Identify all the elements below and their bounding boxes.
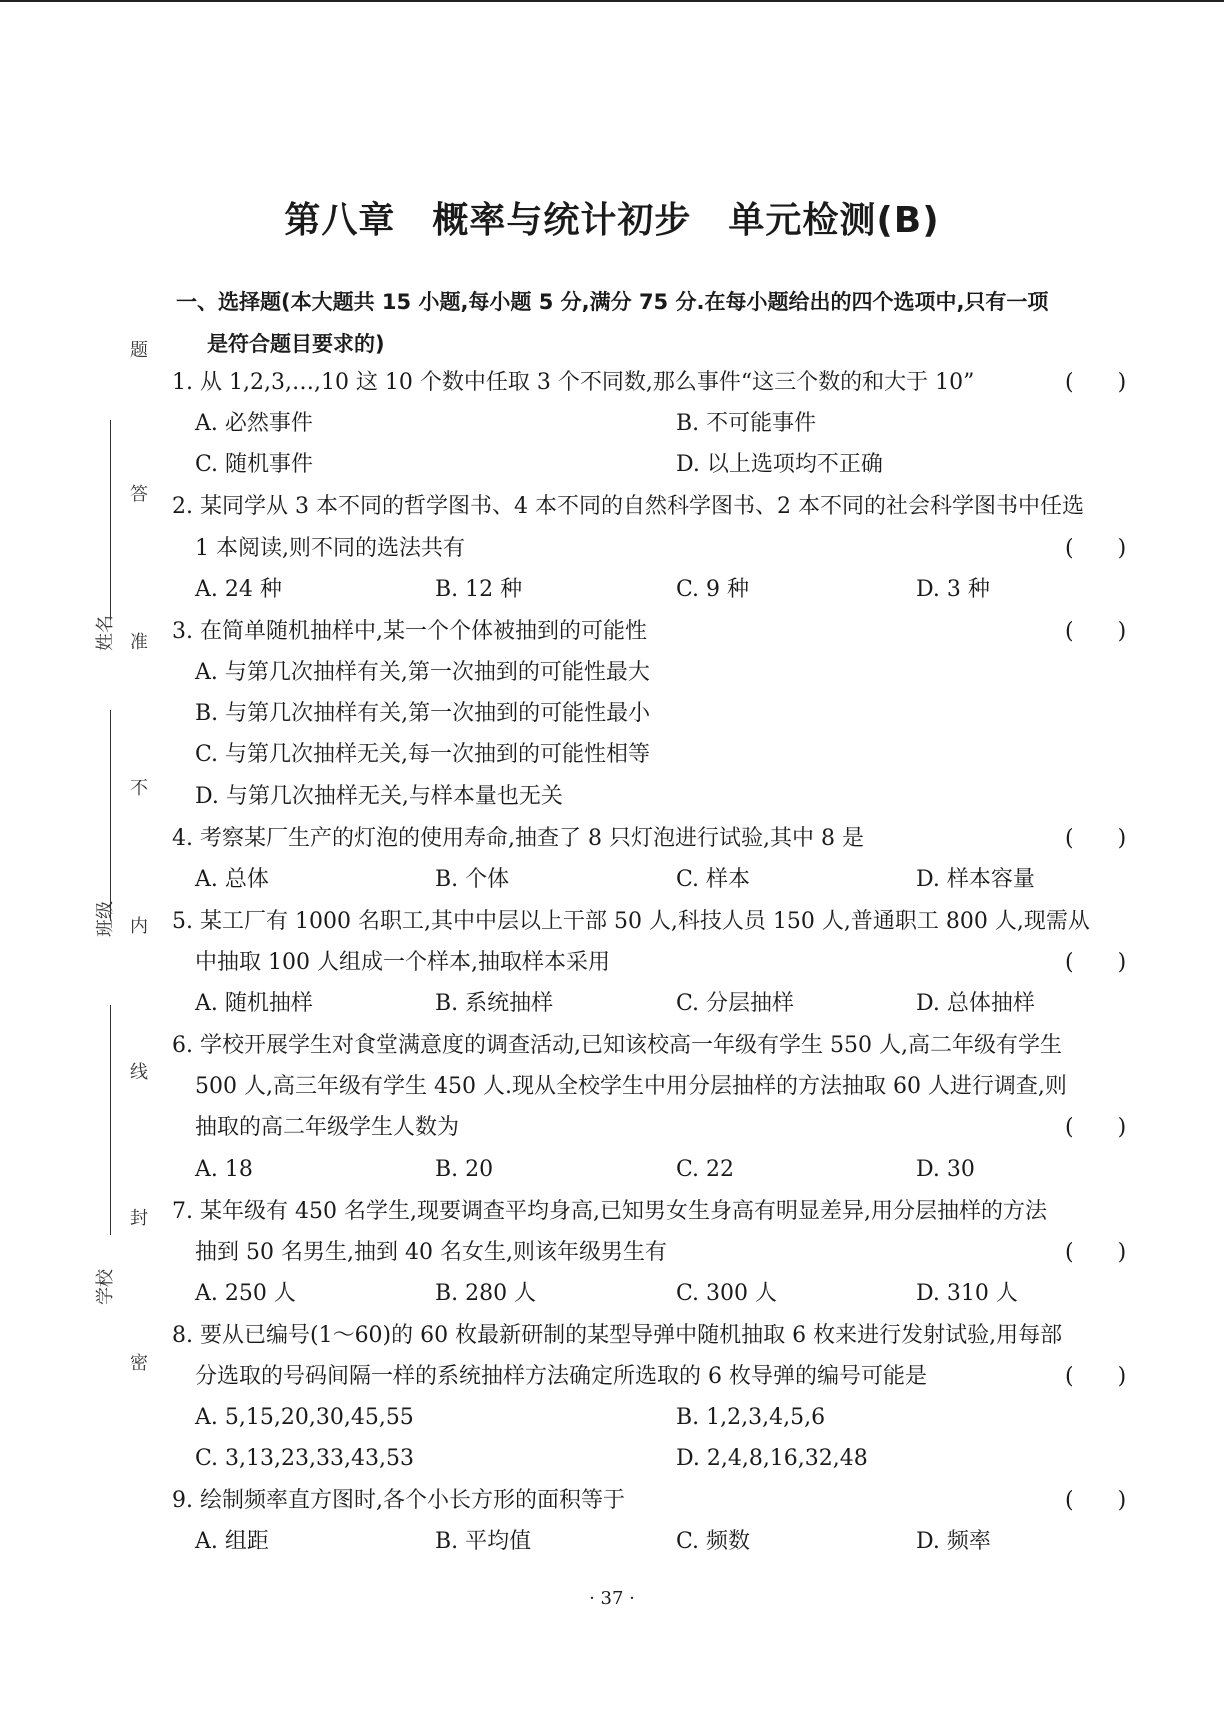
option: C. 3,13,23,33,43,53 <box>195 1446 414 1471</box>
option: A. 与第几次抽样有关,第一次抽到的可能性最大 <box>195 660 650 685</box>
option: C. 随机事件 <box>195 452 314 477</box>
option: D. 3 种 <box>916 577 990 602</box>
seal-char: 内 <box>127 916 148 934</box>
seal-char: 不 <box>127 778 148 796</box>
option: D. 频率 <box>916 1529 991 1554</box>
option: A. 18 <box>195 1157 253 1182</box>
answer-bracket[interactable]: ( ) <box>1065 1115 1127 1140</box>
option: C. 频数 <box>676 1529 751 1554</box>
option: C. 22 <box>676 1157 735 1182</box>
margin-line <box>110 710 111 920</box>
page-title: 第八章 概率与统计初步 单元检测(B) <box>284 200 940 241</box>
question-stem: 1 本阅读,则不同的选法共有 <box>195 536 465 561</box>
margin-line <box>110 1005 111 1235</box>
question-stem: 1. 从 1,2,3,…,10 这 10 个数中任取 3 个不同数,那么事件“这三个数的和大于 10” <box>172 370 975 395</box>
option: C. 分层抽样 <box>676 991 795 1016</box>
name-label: 姓名 <box>95 615 116 651</box>
question-stem: 抽取的高二年级学生人数为 <box>195 1115 460 1140</box>
seal-char: 答 <box>127 484 148 502</box>
option: B. 系统抽样 <box>435 991 554 1016</box>
seal-char: 准 <box>127 632 148 650</box>
seal-char: 线 <box>127 1062 148 1080</box>
option: B. 平均值 <box>435 1529 532 1554</box>
option: B. 1,2,3,4,5,6 <box>676 1405 826 1430</box>
option: A. 24 种 <box>195 577 282 602</box>
question-stem: 6. 学校开展学生对食堂满意度的调查活动,已知该校高一年级有学生 550 人,高二年级有学生 <box>172 1033 1062 1058</box>
option: B. 不可能事件 <box>676 411 817 436</box>
option: D. 30 <box>916 1157 975 1182</box>
option: C. 9 种 <box>676 577 750 602</box>
question-stem: 8. 要从已编号(1～60)的 60 枚最新研制的某型导弹中随机抽取 6 枚来进行发射试验,用每部 <box>172 1323 1063 1348</box>
answer-bracket[interactable]: ( ) <box>1065 826 1127 851</box>
question-stem: 4. 考察某厂生产的灯泡的使用寿命,抽查了 8 只灯泡进行试验,其中 8 是 <box>172 826 864 851</box>
option: D. 310 人 <box>916 1281 1018 1306</box>
top-border <box>0 0 1224 2</box>
option: A. 随机抽样 <box>195 991 313 1016</box>
option: B. 与第几次抽样有关,第一次抽到的可能性最小 <box>195 701 651 726</box>
question-stem: 3. 在简单随机抽样中,某一个个体被抽到的可能性 <box>172 619 647 644</box>
question-stem: 2. 某同学从 3 本不同的哲学图书、4 本不同的自然科学图书、2 本不同的社会科学图书中任选 <box>172 494 1084 519</box>
option: D. 样本容量 <box>916 867 1035 892</box>
question-stem: 7. 某年级有 450 名学生,现要调查平均身高,已知男女生身高有明显差异,用分层抽样的方法 <box>172 1199 1047 1224</box>
option: D. 2,4,8,16,32,48 <box>676 1446 868 1471</box>
option: A. 250 人 <box>195 1281 296 1306</box>
option: C. 样本 <box>676 867 751 892</box>
option: B. 280 人 <box>435 1281 537 1306</box>
question-stem: 分选取的号码间隔一样的系统抽样方法确定所选取的 6 枚导弹的编号可能是 <box>195 1364 927 1389</box>
seal-char: 题 <box>127 340 148 358</box>
option: B. 个体 <box>435 867 510 892</box>
section-heading-cont: 是符合题目要求的) <box>207 332 385 356</box>
option: C. 300 人 <box>676 1281 778 1306</box>
answer-bracket[interactable]: ( ) <box>1065 950 1127 975</box>
option: D. 与第几次抽样无关,与样本量也无关 <box>195 784 563 809</box>
page-number: · 37 · <box>589 1588 635 1609</box>
question-stem: 500 人,高三年级有学生 450 人.现从全校学生中用分层抽样的方法抽取 60 人进行调查,则 <box>195 1074 1067 1099</box>
option: A. 总体 <box>195 867 269 892</box>
option: A. 5,15,20,30,45,55 <box>195 1405 414 1430</box>
answer-bracket[interactable]: ( ) <box>1065 536 1127 561</box>
answer-bracket[interactable]: ( ) <box>1065 1364 1127 1389</box>
school-label: 学校 <box>95 1269 116 1305</box>
answer-bracket[interactable]: ( ) <box>1065 1488 1127 1513</box>
question-stem: 中抽取 100 人组成一个样本,抽取样本采用 <box>195 950 610 975</box>
question-stem: 9. 绘制频率直方图时,各个小长方形的面积等于 <box>172 1488 625 1513</box>
option: A. 必然事件 <box>195 411 313 436</box>
option: D. 总体抽样 <box>916 991 1035 1016</box>
option: C. 与第几次抽样无关,每一次抽到的可能性相等 <box>195 742 651 767</box>
question-stem: 抽到 50 名男生,抽到 40 名女生,则该年级男生有 <box>195 1240 667 1265</box>
margin-line <box>110 420 111 620</box>
option: B. 12 种 <box>435 577 523 602</box>
answer-bracket[interactable]: ( ) <box>1065 619 1127 644</box>
question-stem: 5. 某工厂有 1000 名职工,其中中层以上干部 50 人,科技人员 150 人,普通职工 800 人,现需从 <box>172 909 1090 934</box>
seal-char: 封 <box>127 1208 148 1226</box>
answer-bracket[interactable]: ( ) <box>1065 370 1127 395</box>
answer-bracket[interactable]: ( ) <box>1065 1240 1127 1265</box>
option: B. 20 <box>435 1157 494 1182</box>
section-heading: 一、选择题(本大题共 15 小题,每小题 5 分,满分 75 分.在每小题给出的四个选项中,只有一项 <box>176 290 1049 314</box>
seal-char: 密 <box>127 1353 148 1371</box>
class-label: 班级 <box>95 901 116 937</box>
option: D. 以上选项均不正确 <box>676 452 883 477</box>
option: A. 组距 <box>195 1529 269 1554</box>
